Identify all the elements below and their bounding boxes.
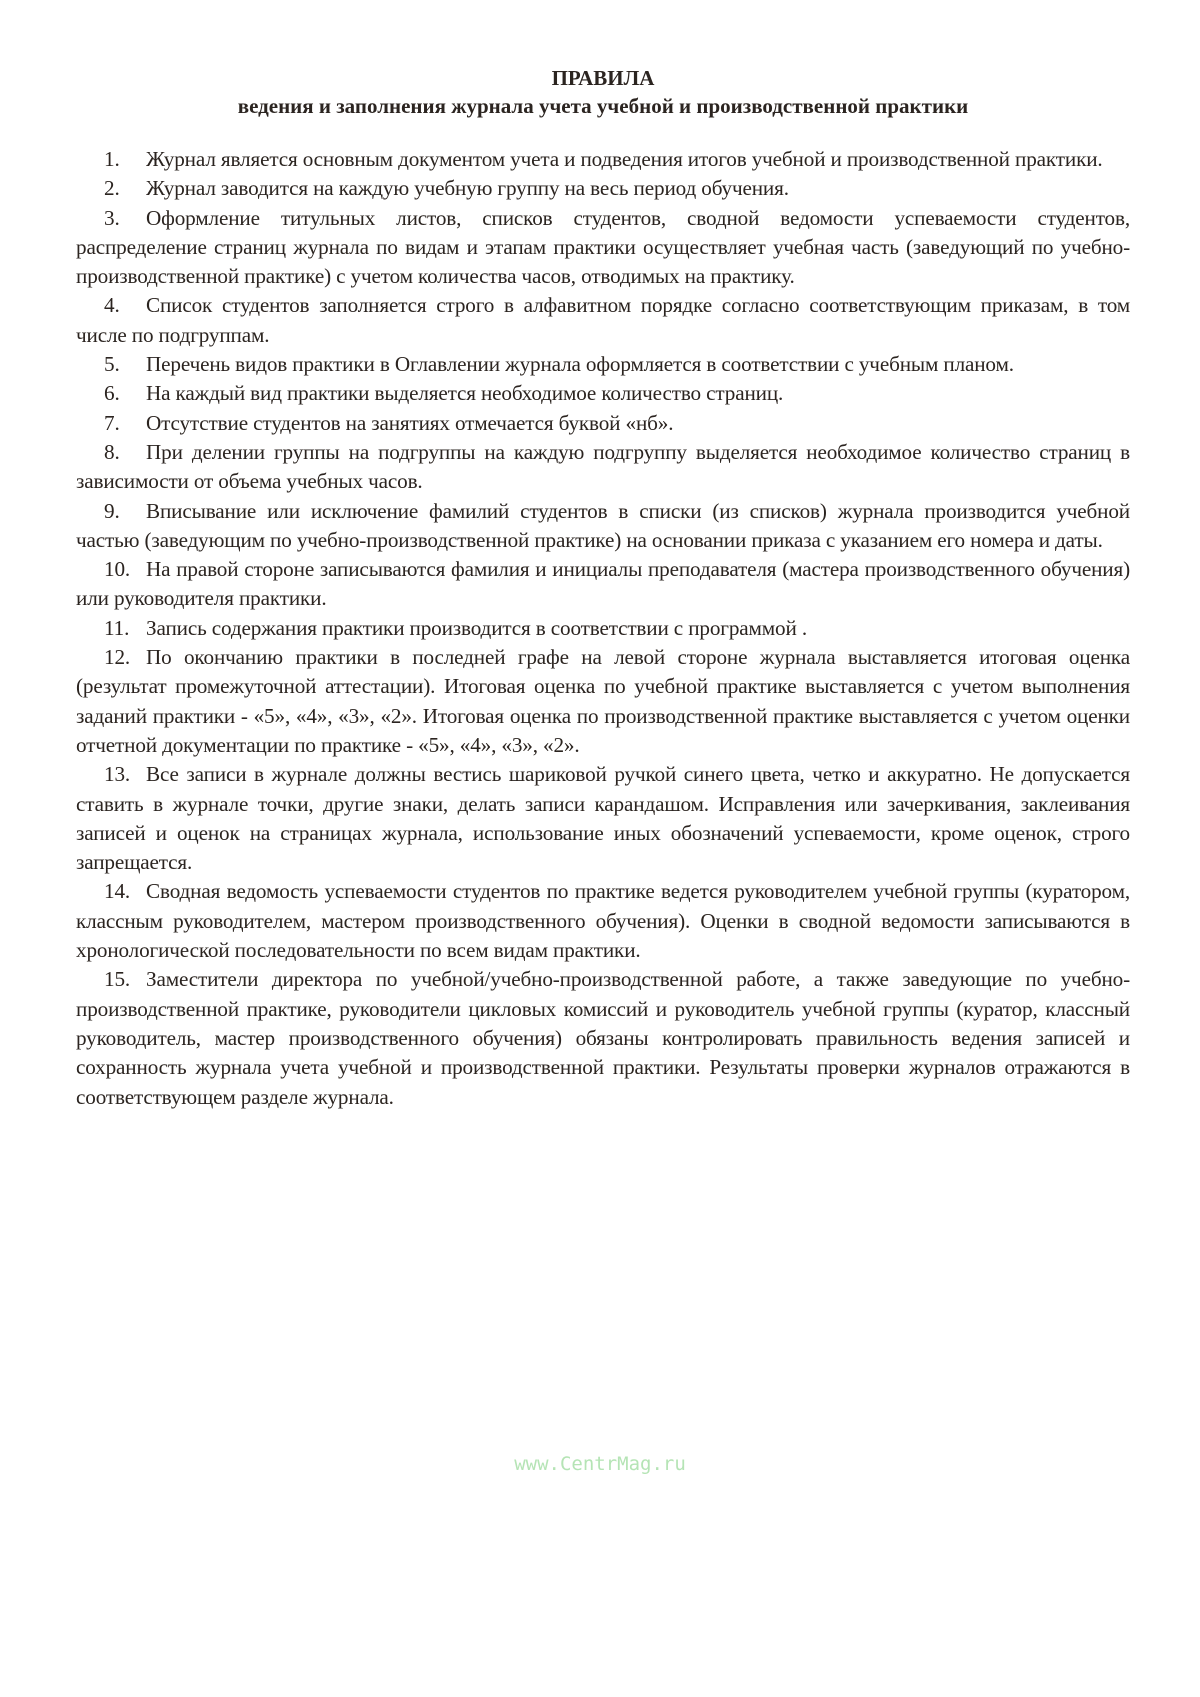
rule-text: Сводная ведомость успеваемости студентов по практике ведется руководителем учебной группы (куратором, классным руководителем, мастером производственного обучения). Оценки в сводной ведомости записываются в хронологической последовательности по всем видам практики. [76, 879, 1130, 963]
rule-item [76, 760, 1130, 877]
rule-item [76, 643, 1130, 760]
rule-text: На каждый вид практики выделяется необходимое количество страниц. [146, 381, 784, 406]
rule-item [76, 145, 1130, 174]
rule-text: Журнал заводится на каждую учебную группу на весь период обучения. [146, 176, 789, 201]
rule-number: 15. [104, 967, 131, 992]
rule-item [76, 350, 1130, 379]
rule-number: 4. [104, 293, 120, 318]
rule-number: 6. [104, 381, 120, 406]
rule-number: 11. [104, 615, 130, 640]
document-title: ПРАВИЛА [551, 66, 655, 90]
rule-item [76, 174, 1130, 203]
rule-item [76, 555, 1130, 614]
rules-list [76, 145, 1130, 1112]
rule-number: 10. [104, 557, 131, 582]
rule-text: Список студентов заполняется строго в алфавитном порядке согласно соответствующим приказам, в том числе по подгруппам. [76, 293, 1130, 347]
rule-text: Перечень видов практики в Оглавлении журнала оформляется в соответствии с учебным планом. [146, 352, 1014, 377]
rule-text: На правой стороне записываются фамилия и инициалы преподавателя (мастера производственного обучения) или руководителя практики. [76, 557, 1130, 611]
rule-item [76, 291, 1130, 350]
rule-text: При делении группы на подгруппы на каждую подгруппу выделяется необходимое количество страниц в зависимости от объема учебных часов. [76, 439, 1130, 494]
rule-number: 3. [104, 205, 120, 230]
rule-text: Заместители директора по учебной/учебно-производственной работе, а также заведующие по учебно-производственной практике, руководители цикловых комиссий и руководитель учебной группы (куратор, классный руководитель, мастер производственного обучения) обязаны контролировать правильность ведения записей и сохранность журнала учета учебной и производственной практики. Результаты проверки журналов отражаются в соответствующем разделе журнала. [76, 967, 1130, 1109]
rule-item [76, 438, 1130, 497]
rule-number: 12. [104, 645, 131, 670]
rule-text: Отсутствие студентов на занятиях отмечается буквой «нб». [146, 410, 674, 435]
rule-number: 9. [104, 498, 120, 523]
watermark: www.CentrMag.ru [514, 1453, 686, 1475]
rule-item [76, 379, 1130, 408]
rule-item [76, 497, 1130, 556]
document-subtitle: ведения и заполнения журнала учета учебной и производственной практики [237, 94, 969, 118]
document-page [76, 64, 1130, 1112]
rule-text: По окончанию практики в последней графе на левой стороне журнала выставляется итоговая оценка (результат промежуточной аттестации). Итоговая оценка по учебной практике выставляется с учетом выполнения заданий практики - «5», «4», «3», «2». Итоговая оценка по производственной практике выставляется с учетом оценки отчетной документации по практике - «5», «4», «3», «2». [76, 645, 1130, 757]
rule-item [76, 877, 1130, 965]
rule-item [76, 204, 1130, 292]
rule-number: 2. [104, 176, 120, 201]
rule-text: Журнал является основным документом учета и подведения итогов учебной и производственной практики. [146, 147, 1103, 171]
rule-item [76, 614, 1130, 643]
rule-number: 7. [104, 410, 120, 435]
rule-text: Все записи в журнале должны вестись шариковой ручкой синего цвета, четко и аккуратно. Не допускается ставить в журнале точки, другие знаки, делать записи карандашом. Исправления или зачеркивания, заклеивания записей и оценок на страницах журнала, использование иных обозначений успеваемости, кроме оценок, строго запрещается. [76, 762, 1130, 875]
rule-text: Оформление титульных листов, списков студентов, сводной ведомости успеваемости студентов, распределение страниц журнала по видам и этапам практики осуществляет учебная часть (заведующий по учебно-производственной практике) с учетом количества часов, отводимых на практику. [76, 205, 1130, 289]
rule-item [76, 965, 1130, 1111]
rule-number: 14. [104, 879, 131, 904]
rule-number: 1. [104, 147, 120, 171]
rule-text: Запись содержания практики производится в соответствии с программой . [146, 615, 807, 640]
rule-text: Вписывание или исключение фамилий студентов в списки (из списков) журнала производится учебной частью (заведующим по учебно-производственной практике) на основании приказа с указанием его номера и даты. [76, 498, 1130, 552]
rule-number: 13. [104, 762, 131, 787]
rule-number: 8. [104, 439, 120, 464]
rule-number: 5. [104, 352, 120, 377]
rule-item [76, 409, 1130, 438]
